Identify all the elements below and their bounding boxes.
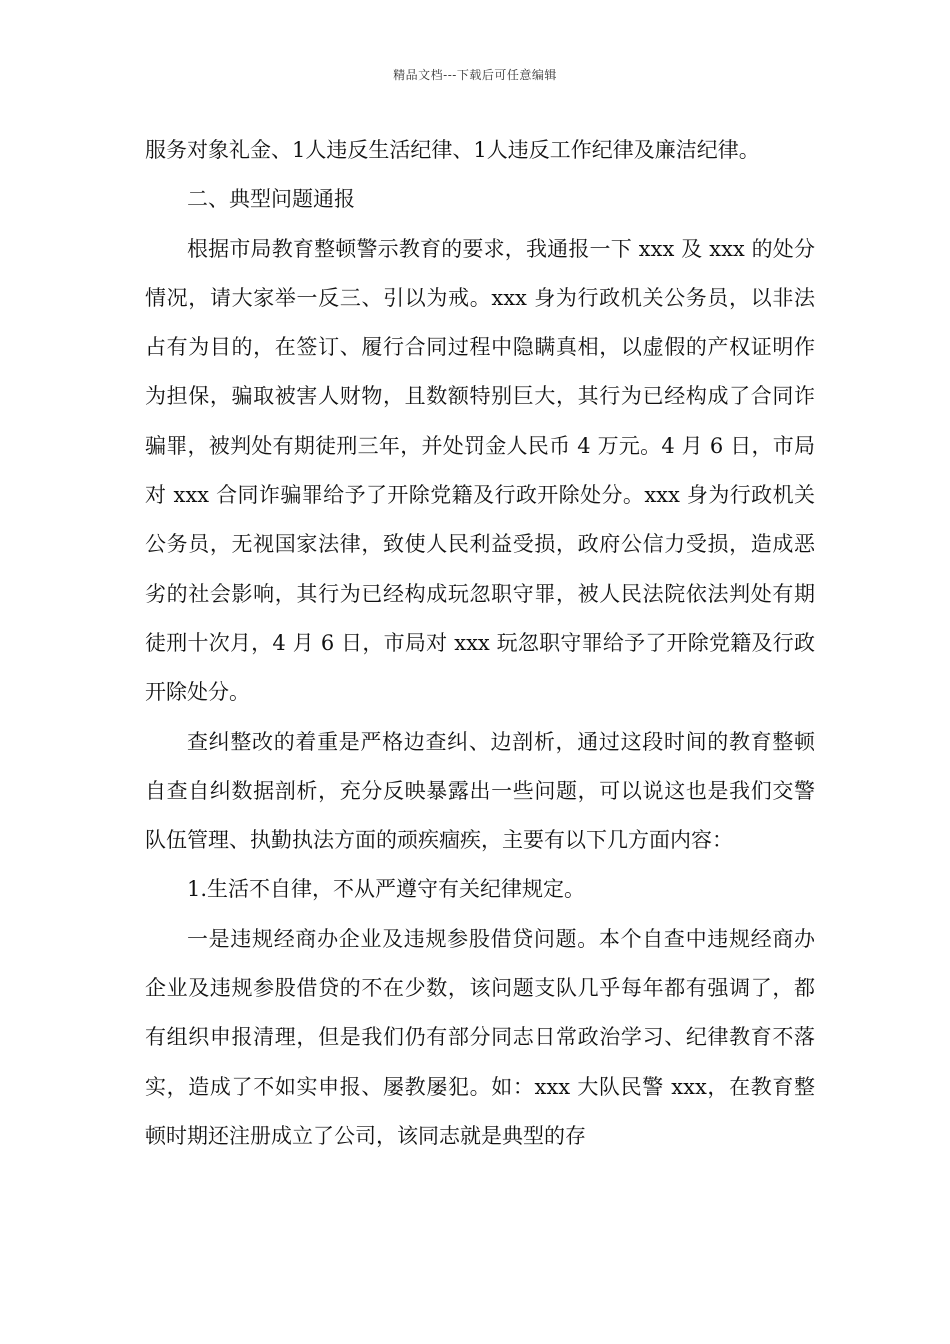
paragraph: 查纠整改的着重是严格边查纠、边剖析，通过这段时间的教育整顿自查自纠数据剖析，充分反映暴露出一些问题，可以说这也是我们交警队伍管理、执勤执法方面的顽疾痼疾，主要有以下几方面内容： <box>145 729 815 853</box>
page-header: 精品文档---下载后可任意编辑 <box>393 68 557 82</box>
paragraph: 一是违规经商办企业及违规参股借贷问题。本个自查中违规经商办企业及违规参股借贷的不在少数，该问题支队几乎每年都有强调了，都有组织申报清理，但是我们仍有部分同志日常政治学习、纪律教育不落实，造成了不如实申报、屡教屡犯。如：xxx 大队民警 xxx，在教育整顿时期还注册成立了公司，该同志就是典型的存 <box>145 926 815 1148</box>
document-body <box>145 126 815 1161</box>
paragraph: 根据市局教育整顿警示教育的要求，我通报一下 xxx 及 xxx 的处分情况，请大家举一反三、引以为戒。xxx 身为行政机关公务员，以非法占有为目的，在签订、履行合同过程中隐瞒真相，以虚假的产权证明作为担保，骗取被害人财物，且数额特别巨大，其行为已经构成了合同诈骗罪，被判处有期徒刑三年，并处罚金人民币 4 万元。4 月 6 日，市局对 xxx 合同诈骗罪给予了开除党籍及行政开除处分。xxx 身为行政机关公务员，无视国家法律，致使人民利益受损，政府公信力受损，造成恶劣的社会影响，其行为已经构成玩忽职守罪，被人民法院依法判处有期徒刑十次月，4 月 6 日，市局对 xxx 玩忽职守罪给予了开除党籍及行政开除处分。 <box>145 236 815 705</box>
paragraph: 服务对象礼金、1人违反生活纪律、1人违反工作纪律及廉洁纪律。 <box>145 138 760 162</box>
section-heading: 二、典型问题通报 <box>187 187 355 212</box>
sub-heading: 1.生活不自律，不从严遵守有关纪律规定。 <box>187 877 586 902</box>
